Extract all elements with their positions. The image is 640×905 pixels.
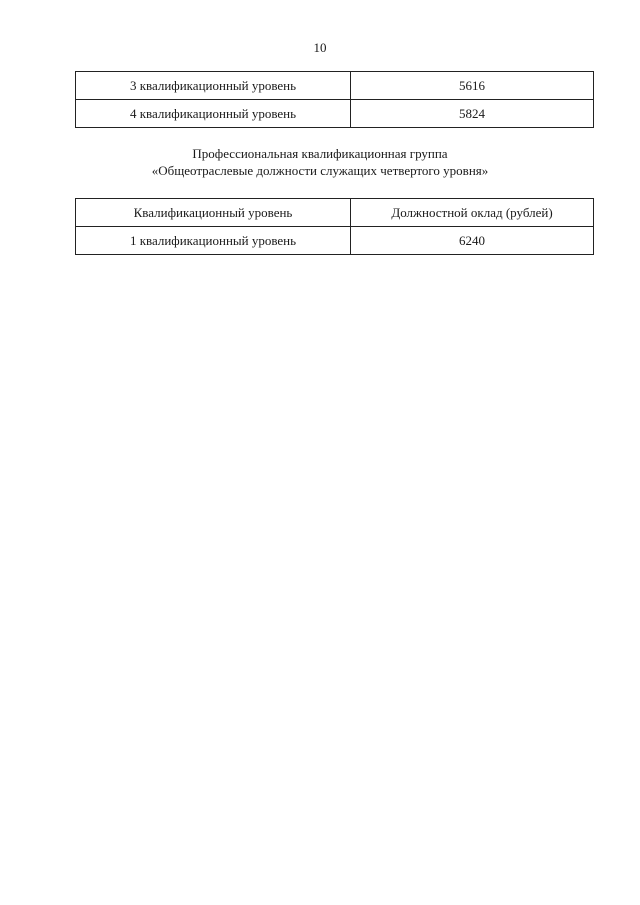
group-heading-line-2: «Общеотраслевые должности служащих четвертого уровня» xyxy=(151,163,489,178)
salary-table-continued xyxy=(75,71,594,128)
page-number: 10 xyxy=(313,40,327,55)
column-header-salary: Должностной оклад (рублей) xyxy=(351,199,594,227)
salary-cell: 5824 xyxy=(351,100,594,128)
table-header-row xyxy=(76,199,594,227)
level-cell: 3 квалификационный уровень xyxy=(76,72,351,100)
table-row xyxy=(76,100,594,128)
table-row xyxy=(76,72,594,100)
table-row xyxy=(76,227,594,255)
salary-cell: 6240 xyxy=(351,227,594,255)
column-header-level: Квалификационный уровень xyxy=(76,199,351,227)
level-cell: 1 квалификационный уровень xyxy=(76,227,351,255)
salary-table-fourth-level xyxy=(75,198,594,255)
group-heading-line-1: Профессиональная квалификационная группа xyxy=(192,146,448,161)
group-heading xyxy=(0,145,640,179)
level-cell: 4 квалификационный уровень xyxy=(76,100,351,128)
salary-cell: 5616 xyxy=(351,72,594,100)
